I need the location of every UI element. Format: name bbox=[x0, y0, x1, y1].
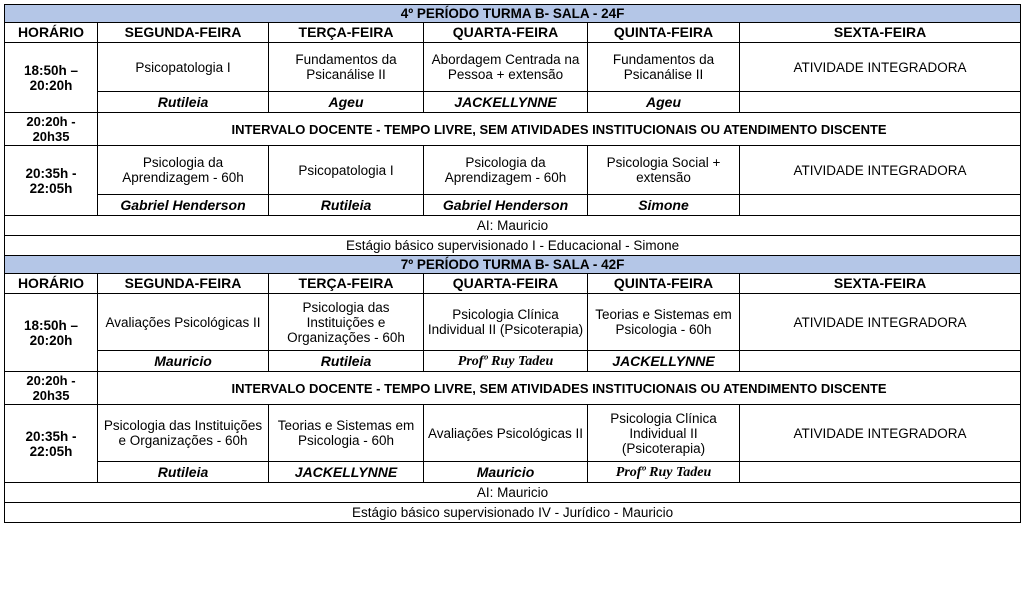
column-header: TERÇA-FEIRA bbox=[269, 23, 424, 43]
subject-sexta: ATIVIDADE INTEGRADORA bbox=[740, 146, 1021, 195]
teacher-quarta: Profº Ruy Tadeu bbox=[424, 351, 588, 372]
teacher-row bbox=[5, 92, 1021, 113]
teacher-terca: Rutileia bbox=[269, 195, 424, 216]
subject-segunda: Psicologia da Aprendizagem - 60h bbox=[98, 146, 269, 195]
time-slot: 20:35h - 22:05h bbox=[5, 146, 98, 216]
subject-quarta: Abordagem Centrada na Pessoa + extensão bbox=[424, 43, 588, 92]
subject-segunda: Psicologia das Instituições e Organizações - 60h bbox=[98, 405, 269, 462]
break-time: 20:20h - 20h35 bbox=[5, 113, 98, 146]
subject-quinta: Psicologia Social + extensão bbox=[588, 146, 740, 195]
teacher-quinta: Profº Ruy Tadeu bbox=[588, 462, 740, 483]
block-title-row bbox=[5, 256, 1021, 274]
break-text: INTERVALO DOCENTE - TEMPO LIVRE, SEM ATIVIDADES INSTITUCIONAIS OU ATENDIMENTO DISCENTE bbox=[98, 113, 1021, 146]
teacher-terca: Rutileia bbox=[269, 351, 424, 372]
subject-terca: Psicopatologia I bbox=[269, 146, 424, 195]
column-header: QUINTA-FEIRA bbox=[588, 23, 740, 43]
subject-row bbox=[5, 294, 1021, 351]
column-header: SEGUNDA-FEIRA bbox=[98, 274, 269, 294]
subject-row bbox=[5, 43, 1021, 92]
header-row bbox=[5, 23, 1021, 43]
subject-terca: Fundamentos da Psicanálise II bbox=[269, 43, 424, 92]
column-header: HORÁRIO bbox=[5, 23, 98, 43]
empty-cell bbox=[740, 92, 1021, 113]
subject-terca: Psicologia das Instituições e Organizações - 60h bbox=[269, 294, 424, 351]
empty-cell bbox=[740, 195, 1021, 216]
column-header: TERÇA-FEIRA bbox=[269, 274, 424, 294]
subject-segunda: Psicopatologia I bbox=[98, 43, 269, 92]
empty-cell bbox=[740, 462, 1021, 483]
teacher-terca: JACKELLYNNE bbox=[269, 462, 424, 483]
note-row bbox=[5, 236, 1021, 256]
teacher-quarta: Mauricio bbox=[424, 462, 588, 483]
subject-quinta: Fundamentos da Psicanálise II bbox=[588, 43, 740, 92]
teacher-segunda: Gabriel Henderson bbox=[98, 195, 269, 216]
teacher-quinta: Simone bbox=[588, 195, 740, 216]
subject-quinta: Teorias e Sistemas em Psicologia - 60h bbox=[588, 294, 740, 351]
time-slot: 20:35h - 22:05h bbox=[5, 405, 98, 483]
teacher-quarta: JACKELLYNNE bbox=[424, 92, 588, 113]
note-row bbox=[5, 483, 1021, 503]
teacher-segunda: Rutileia bbox=[98, 92, 269, 113]
note-row bbox=[5, 503, 1021, 523]
teacher-segunda: Rutileia bbox=[98, 462, 269, 483]
subject-row bbox=[5, 405, 1021, 462]
subject-quarta: Psicologia Clínica Individual II (Psicoterapia) bbox=[424, 294, 588, 351]
note-row bbox=[5, 216, 1021, 236]
teacher-row bbox=[5, 195, 1021, 216]
teacher-row bbox=[5, 462, 1021, 483]
subject-quinta: Psicologia Clínica Individual II (Psicoterapia) bbox=[588, 405, 740, 462]
time-slot: 18:50h – 20:20h bbox=[5, 294, 98, 372]
teacher-row bbox=[5, 351, 1021, 372]
teacher-quinta: Ageu bbox=[588, 92, 740, 113]
teacher-quinta: JACKELLYNNE bbox=[588, 351, 740, 372]
break-row bbox=[5, 372, 1021, 405]
column-header: SEGUNDA-FEIRA bbox=[98, 23, 269, 43]
subject-sexta: ATIVIDADE INTEGRADORA bbox=[740, 294, 1021, 351]
block-title: 7º PERÍODO TURMA B- SALA - 42F bbox=[5, 256, 1021, 274]
subject-sexta: ATIVIDADE INTEGRADORA bbox=[740, 43, 1021, 92]
subject-quarta: Avaliações Psicológicas II bbox=[424, 405, 588, 462]
subject-segunda: Avaliações Psicológicas II bbox=[98, 294, 269, 351]
subject-row bbox=[5, 146, 1021, 195]
column-header: SEXTA-FEIRA bbox=[740, 23, 1021, 43]
teacher-segunda: Mauricio bbox=[98, 351, 269, 372]
header-row bbox=[5, 274, 1021, 294]
teacher-quarta: Gabriel Henderson bbox=[424, 195, 588, 216]
column-header: SEXTA-FEIRA bbox=[740, 274, 1021, 294]
column-header: QUINTA-FEIRA bbox=[588, 274, 740, 294]
break-row bbox=[5, 113, 1021, 146]
empty-cell bbox=[740, 351, 1021, 372]
subject-quarta: Psicologia da Aprendizagem - 60h bbox=[424, 146, 588, 195]
subject-terca: Teorias e Sistemas em Psicologia - 60h bbox=[269, 405, 424, 462]
column-header: QUARTA-FEIRA bbox=[424, 23, 588, 43]
break-time: 20:20h - 20h35 bbox=[5, 372, 98, 405]
schedule-table bbox=[4, 4, 1021, 523]
break-text: INTERVALO DOCENTE - TEMPO LIVRE, SEM ATIVIDADES INSTITUCIONAIS OU ATENDIMENTO DISCENTE bbox=[98, 372, 1021, 405]
column-header: HORÁRIO bbox=[5, 274, 98, 294]
ai-note: AI: Mauricio bbox=[5, 483, 1021, 503]
block-title: 4º PERÍODO TURMA B- SALA - 24F bbox=[5, 5, 1021, 23]
column-header: QUARTA-FEIRA bbox=[424, 274, 588, 294]
subject-sexta: ATIVIDADE INTEGRADORA bbox=[740, 405, 1021, 462]
block-title-row bbox=[5, 5, 1021, 23]
internship-note: Estágio básico supervisionado I - Educacional - Simone bbox=[5, 236, 1021, 256]
ai-note: AI: Mauricio bbox=[5, 216, 1021, 236]
time-slot: 18:50h – 20:20h bbox=[5, 43, 98, 113]
teacher-terca: Ageu bbox=[269, 92, 424, 113]
internship-note: Estágio básico supervisionado IV - Jurídico - Mauricio bbox=[5, 503, 1021, 523]
